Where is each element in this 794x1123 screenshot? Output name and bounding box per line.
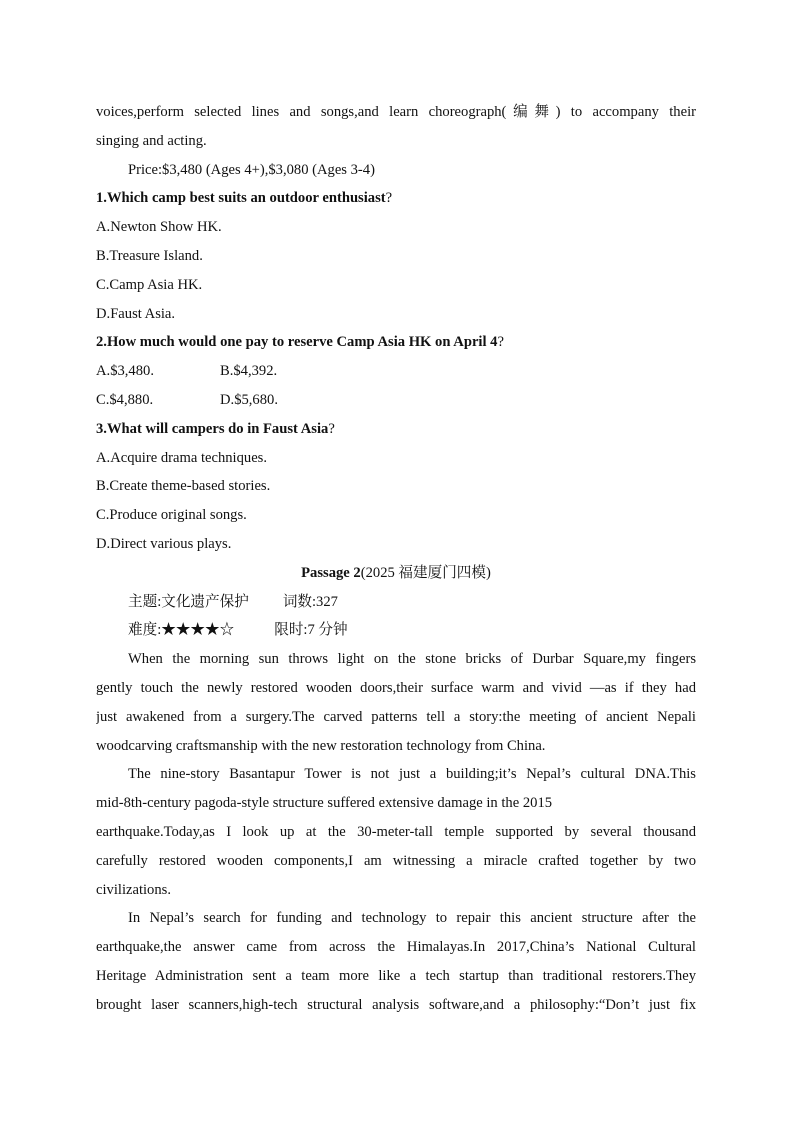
paragraph-line: gently touch the newly restored wooden doors,their surface warm and vivid —as if they had [96, 679, 696, 696]
question-number: 2 [96, 334, 104, 351]
paragraph-line: earthquake.Today,as I look up at the 30-meter-tall temple supported by several thousand [96, 823, 696, 840]
option-b: B.$4,392. [220, 363, 278, 380]
intro-line: voices,perform selected lines and songs,and learn choreograph(编舞) to accompany their [96, 104, 696, 120]
question-mark: ? [497, 334, 504, 351]
paragraph-line: civilizations. [96, 881, 171, 898]
page-content [96, 98, 696, 1020]
option-c: C.Produce original songs. [96, 507, 247, 524]
paragraph-line: When the morning sun throws light on the stone bricks of Durbar Square,my fingers [128, 651, 696, 668]
option-b: B.Create theme-based stories. [96, 478, 271, 495]
passage-title [96, 559, 696, 588]
paragraph-line: earthquake,the answer came from across the Himalayas.In 2017,China’s National Cultural [96, 939, 696, 956]
question-1 [96, 184, 696, 213]
question-text: .What will campers do in Faust Asia [103, 420, 329, 437]
time-limit: 限时:7 分钟 [274, 622, 348, 639]
option-a: A.Newton Show HK. [96, 219, 222, 236]
passage-meta-theme [96, 588, 696, 617]
question-number: 1 [96, 190, 104, 207]
paragraph-line: woodcarving craftsmanship with the new restoration technology from China. [96, 737, 546, 754]
question-mark: ? [328, 420, 335, 437]
options-row [96, 386, 696, 415]
option-a: A.Acquire drama techniques. [96, 449, 268, 466]
paragraph-line: mid-8th-century pagoda-style structure suffered extensive damage in the 2015 [96, 795, 553, 812]
question-2 [96, 328, 696, 357]
question-text: .How much would one pay to reserve Camp Asia HK on April 4 [103, 334, 498, 351]
question-3 [96, 415, 696, 444]
paragraph-line: The nine-story Basantapur Tower is not just a building;it’s Nepal’s cultural DNA.This [128, 766, 696, 783]
difficulty-rating: 难度:★★★★☆ [128, 622, 235, 639]
intro-line: singing and acting. [96, 132, 207, 149]
paragraph-line: just awakened from a surgery.The carved patterns tell a story:the meeting of ancient Nepali [96, 708, 696, 725]
price-line: Price:$3,480 (Ages 4+),$3,080 (Ages 3-4) [128, 161, 375, 178]
option-d: D.Faust Asia. [96, 305, 176, 322]
question-number: 3 [96, 420, 104, 437]
word-count: 词数:327 [282, 593, 338, 610]
option-c: C.$4,880. [96, 391, 154, 408]
paragraph-line: carefully restored wooden components,I am witnessing a miracle crafted together by two [96, 852, 696, 869]
question-text: .Which camp best suits an outdoor enthusiast [103, 190, 386, 207]
options-row [96, 357, 696, 386]
theme-label: 主题:文化遗产保护 [128, 593, 249, 610]
paragraph-line: In Nepal’s search for funding and technology to repair this ancient structure after the [128, 910, 696, 927]
option-b: B.Treasure Island. [96, 247, 203, 264]
paragraph-line: brought laser scanners,high-tech structural analysis software,and a philosophy:“Don’t just fix [96, 996, 696, 1013]
option-a: A.$3,480. [96, 363, 154, 380]
option-d: D.Direct various plays. [96, 535, 232, 552]
passage-source: (2025 福建厦门四模) [360, 564, 491, 581]
option-c: C.Camp Asia HK. [96, 276, 203, 293]
passage-title-text: Passage 2 [301, 564, 361, 581]
paragraph-line: Heritage Administration sent a team more like a tech startup than traditional restorers.They [96, 967, 696, 984]
passage-meta-difficulty [96, 616, 696, 645]
question-mark: ? [385, 190, 393, 207]
option-d: D.$5,680. [220, 391, 278, 408]
